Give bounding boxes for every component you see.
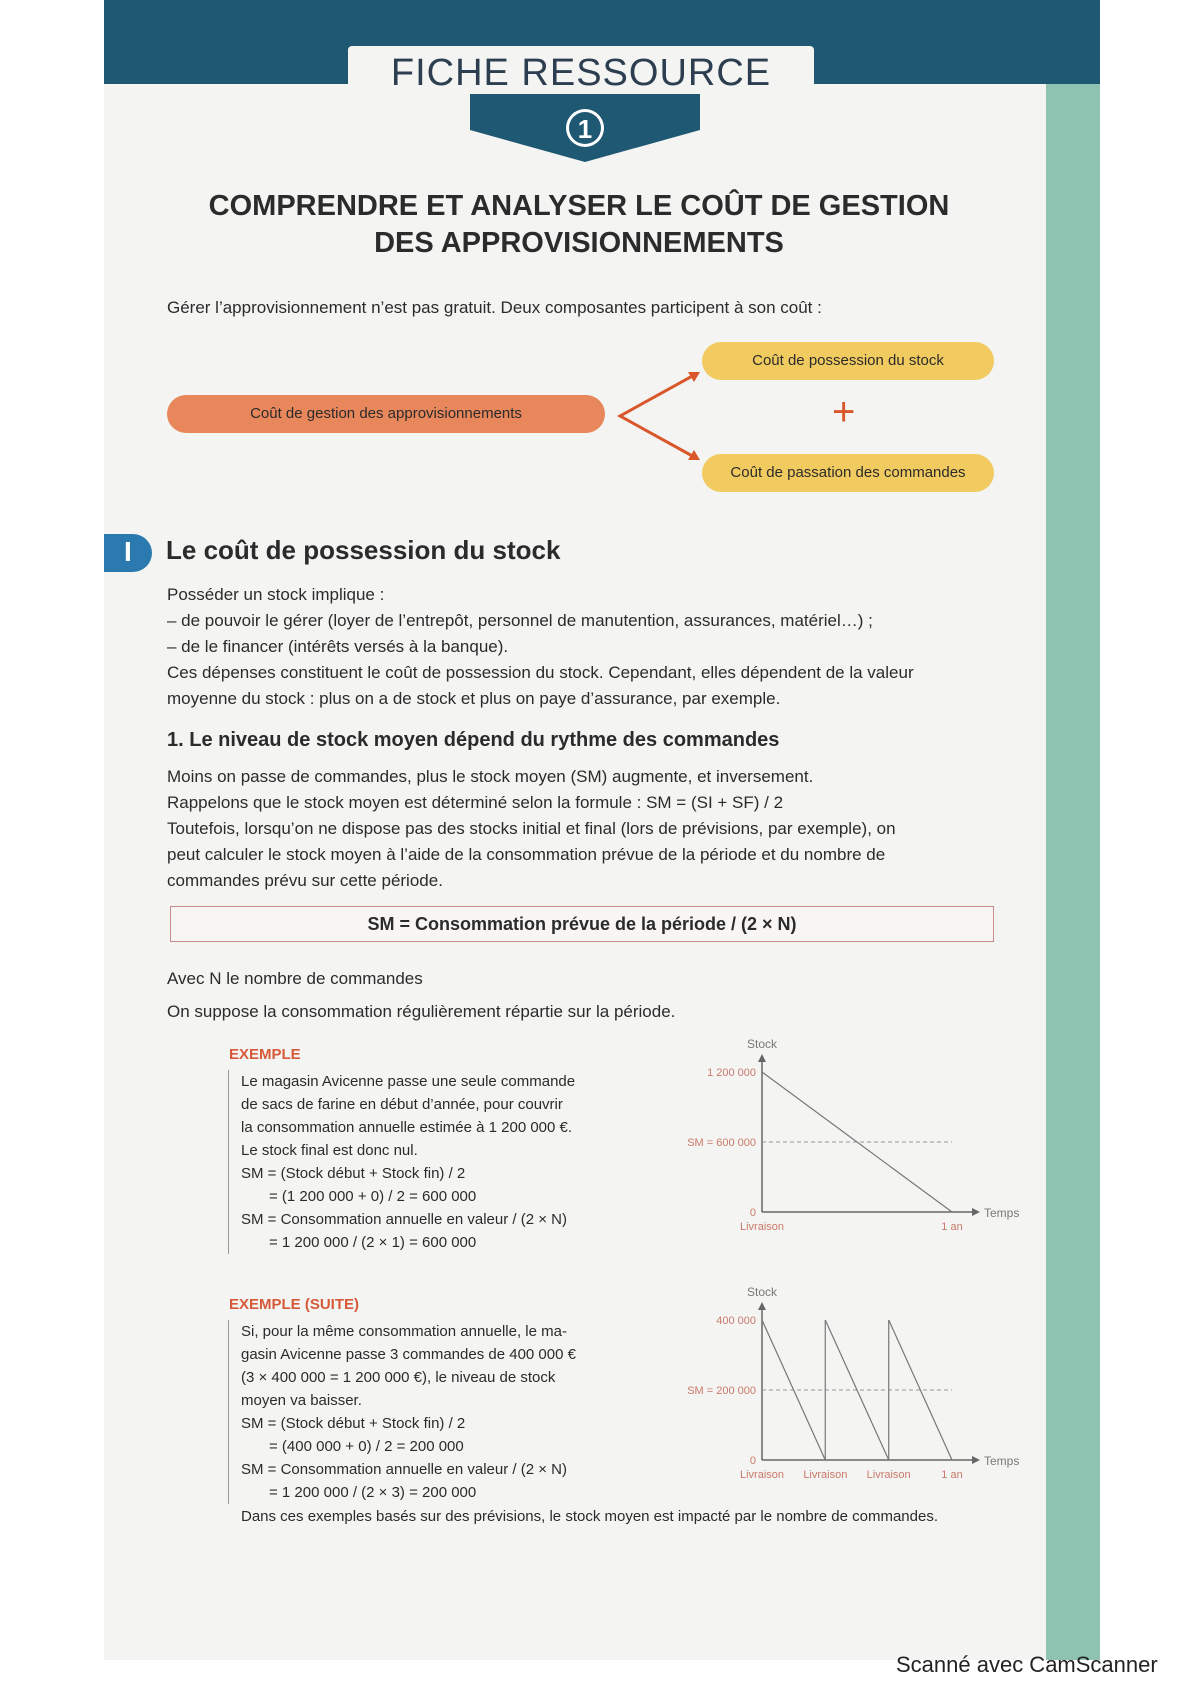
conclusion-text: Dans ces exemples basés sur des prévisions, le stock moyen est impacté par le nombre de commandes.	[241, 1508, 938, 1525]
page-title	[104, 188, 1054, 262]
paragraph-line: On suppose la consommation régulièrement répartie sur la période.	[167, 1002, 676, 1021]
example-line: = 1 200 000 / (2 × 3) = 200 000	[269, 1484, 477, 1501]
x-axis-arrow	[972, 1456, 980, 1464]
example-line: Si, pour la même consommation annuelle, le ma-	[241, 1323, 567, 1340]
fiche-number: 1	[577, 114, 593, 144]
document-page	[104, 0, 1100, 1660]
example-line: SM = (Stock début + Stock fin) / 2	[241, 1165, 466, 1182]
example-line: = (1 200 000 + 0) / 2 = 600 000	[269, 1188, 477, 1205]
stock-chart-three-orders	[612, 1285, 1020, 1492]
paragraph-line: – de pouvoir le gérer (loyer de l’entrepôt, personnel de manutention, assurances, matériel…) ;	[167, 611, 873, 630]
y-axis-arrow	[758, 1054, 766, 1062]
example-line: la consommation annuelle estimée à 1 200 000 €.	[241, 1119, 573, 1136]
example-line: SM = Consommation annuelle en valeur / (2 × N)	[241, 1211, 567, 1228]
example-block	[228, 1070, 601, 1254]
x-tick-label: Livraison	[739, 1221, 785, 1233]
y-tick-label: 1 200 000	[707, 1067, 756, 1079]
scanner-watermark: Scanné avec CamScanner	[896, 1652, 1158, 1677]
y-tick-label: 0	[749, 1455, 756, 1467]
x-axis-label: Temps	[984, 1206, 1020, 1220]
y-tick-label: 400 000	[716, 1315, 756, 1327]
paragraph-line: Moins on passe de commandes, plus le stock moyen (SM) augmente, et inversement.	[167, 767, 814, 786]
y-tick-label: 0	[749, 1207, 756, 1219]
section-paragraph	[167, 582, 1047, 712]
y-tick-label: SM = 600 000	[687, 1137, 756, 1149]
paragraph-line: Ces dépenses constituent le coût de possession du stock. Cependant, elles dépendent de la valeur	[167, 663, 914, 682]
sub-paragraph	[167, 764, 1047, 894]
section-title: Le coût de possession du stock	[166, 535, 561, 565]
fiche-tab	[348, 46, 814, 94]
subheading: 1. Le niveau de stock moyen dépend du rythme des commandes	[167, 729, 780, 751]
example-line: gasin Avicenne passe 3 commandes de 400 000 €	[241, 1346, 576, 1363]
example-line: (3 × 400 000 = 1 200 000 €), le niveau de stock	[241, 1369, 556, 1386]
paragraph-line: Posséder un stock implique :	[167, 585, 385, 604]
x-axis-arrow	[972, 1208, 980, 1216]
example-line: de sacs de farine en début d’année, pour couvrir	[241, 1096, 563, 1113]
paragraph-line: – de le financer (intérêts versés à la banque).	[167, 637, 509, 656]
split-arrows-icon	[612, 366, 702, 462]
y-axis-label: Stock	[746, 1285, 778, 1299]
example-line: SM = (Stock début + Stock fin) / 2	[241, 1415, 466, 1432]
ordering-cost-pill: Coût de passation des commandes	[702, 454, 994, 492]
after-formula	[167, 962, 1047, 1028]
y-axis-arrow	[758, 1302, 766, 1310]
x-axis-label: Temps	[984, 1454, 1020, 1468]
x-tick-label: 1 an	[941, 1469, 963, 1481]
example-label: EXEMPLE (SUITE)	[229, 1296, 360, 1313]
page-title-line2: DES APPROVISIONNEMENTS	[374, 227, 784, 259]
intro-text: Gérer l’approvisionnement n’est pas gratuit. Deux composantes participent à son coût :	[167, 298, 822, 317]
paragraph-line: Avec N le nombre de commandes	[167, 969, 423, 988]
paragraph-line: moyenne du stock : plus on a de stock et plus on paye d’assurance, par exemple.	[167, 689, 781, 708]
cost-management-pill: Coût de gestion des approvisionnements	[167, 395, 605, 433]
x-tick-label: 1 an	[941, 1221, 963, 1233]
y-axis-label: Stock	[746, 1037, 778, 1051]
x-tick-label: Livraison	[739, 1469, 785, 1481]
section-number: I	[124, 536, 132, 567]
example-line: Le stock final est donc nul.	[241, 1142, 418, 1159]
fiche-title: FICHE RESSOURCE	[390, 52, 772, 94]
fiche-number-badge	[470, 94, 700, 166]
paragraph-line: commandes prévu sur cette période.	[167, 871, 443, 890]
example-label: EXEMPLE	[229, 1046, 301, 1063]
example-line: SM = Consommation annuelle en valeur / (2 × N)	[241, 1461, 567, 1478]
example-line: = (400 000 + 0) / 2 = 200 000	[269, 1438, 464, 1455]
page-title-line1: COMPRENDRE ET ANALYSER LE COÛT DE GESTION	[208, 190, 950, 222]
formula-box: SM = Consommation prévue de la période / (2 × N)	[170, 906, 994, 942]
paragraph-line: Toutefois, lorsqu’on ne dispose pas des stocks initial et final (lors de prévisions, par exemple), on	[167, 819, 896, 838]
example-line: Le magasin Avicenne passe une seule commande	[241, 1073, 576, 1090]
y-tick-label: SM = 200 000	[687, 1385, 756, 1397]
paragraph-line: Rappelons que le stock moyen est déterminé selon la formule : SM = (SI + SF) / 2	[167, 793, 784, 812]
stock-chart-single-order	[612, 1037, 1020, 1244]
possession-cost-pill: Coût de possession du stock	[702, 342, 994, 380]
example-line: moyen va baisser.	[241, 1392, 362, 1409]
paragraph-line: peut calculer le stock moyen à l’aide de la consommation prévue de la période et du nombre de	[167, 845, 886, 864]
example-line: = 1 200 000 / (2 × 1) = 600 000	[269, 1234, 477, 1251]
side-band	[1046, 84, 1100, 1660]
example-block	[228, 1320, 601, 1504]
x-tick-label: Livraison	[866, 1469, 911, 1481]
x-tick-label: Livraison	[803, 1469, 848, 1481]
plus-icon: +	[832, 390, 856, 434]
